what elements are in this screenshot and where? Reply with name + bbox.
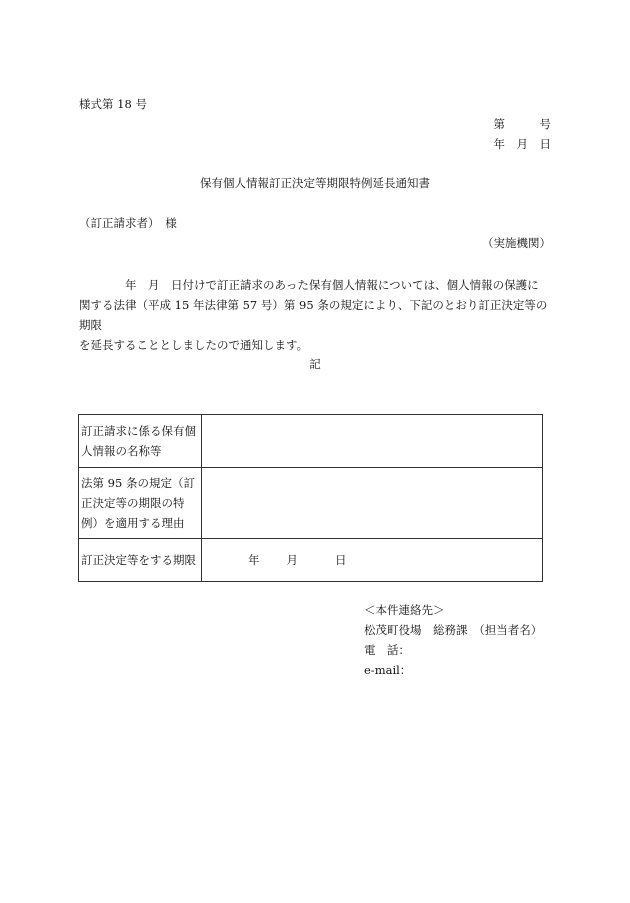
- deadline-date: [202, 552, 347, 568]
- row3-value: [202, 539, 543, 582]
- contact-heading: ＜本件連絡先＞: [364, 603, 445, 617]
- contact-phone: 電 話：: [364, 643, 410, 657]
- table-row: [79, 468, 543, 539]
- table-row: [79, 539, 543, 582]
- body-line-3: を延長することとしましたので通知します。: [79, 338, 309, 352]
- document-number: 第 号: [493, 117, 551, 131]
- contact-email: e-mail：: [364, 663, 412, 677]
- deadline-year: 年: [248, 553, 260, 567]
- form-number: 様式第 18 号: [79, 97, 147, 111]
- contact-office: 松茂町役場 総務課 （担当者名）: [364, 623, 543, 637]
- row3-label: 訂正決定等をする期限: [79, 539, 202, 582]
- body-line-2: 関する法律（平成 15 年法律第 57 号）第 95 条の規定により、下記のとおり訂正決定等の期限: [79, 298, 548, 332]
- table-row: [79, 415, 543, 468]
- info-table: [78, 414, 543, 582]
- document-date: 年 月 日: [493, 137, 551, 151]
- row1-value: [202, 415, 543, 468]
- recipient: （訂正請求者） 様: [79, 216, 177, 230]
- body-text: [79, 275, 551, 355]
- body-line-1: 年 月 日付けで訂正請求のあった保有個人情報については、個人情報の保護に: [125, 278, 539, 292]
- issuing-agency: （実施機関）: [482, 236, 551, 250]
- contact-block: [364, 600, 542, 680]
- document-title: 保有個人情報訂正決定等期限特例延長通知書: [200, 176, 430, 190]
- deadline-day: 日: [335, 553, 347, 567]
- ki-heading: 記: [309, 357, 321, 371]
- row2-value: [202, 468, 543, 539]
- deadline-month: 月: [286, 553, 298, 567]
- row1-label: 訂正請求に係る保有個人情報の名称等: [79, 415, 202, 468]
- row2-label: 法第 95 条の規定（訂正決定等の期限の特例）を適用する理由: [79, 468, 202, 539]
